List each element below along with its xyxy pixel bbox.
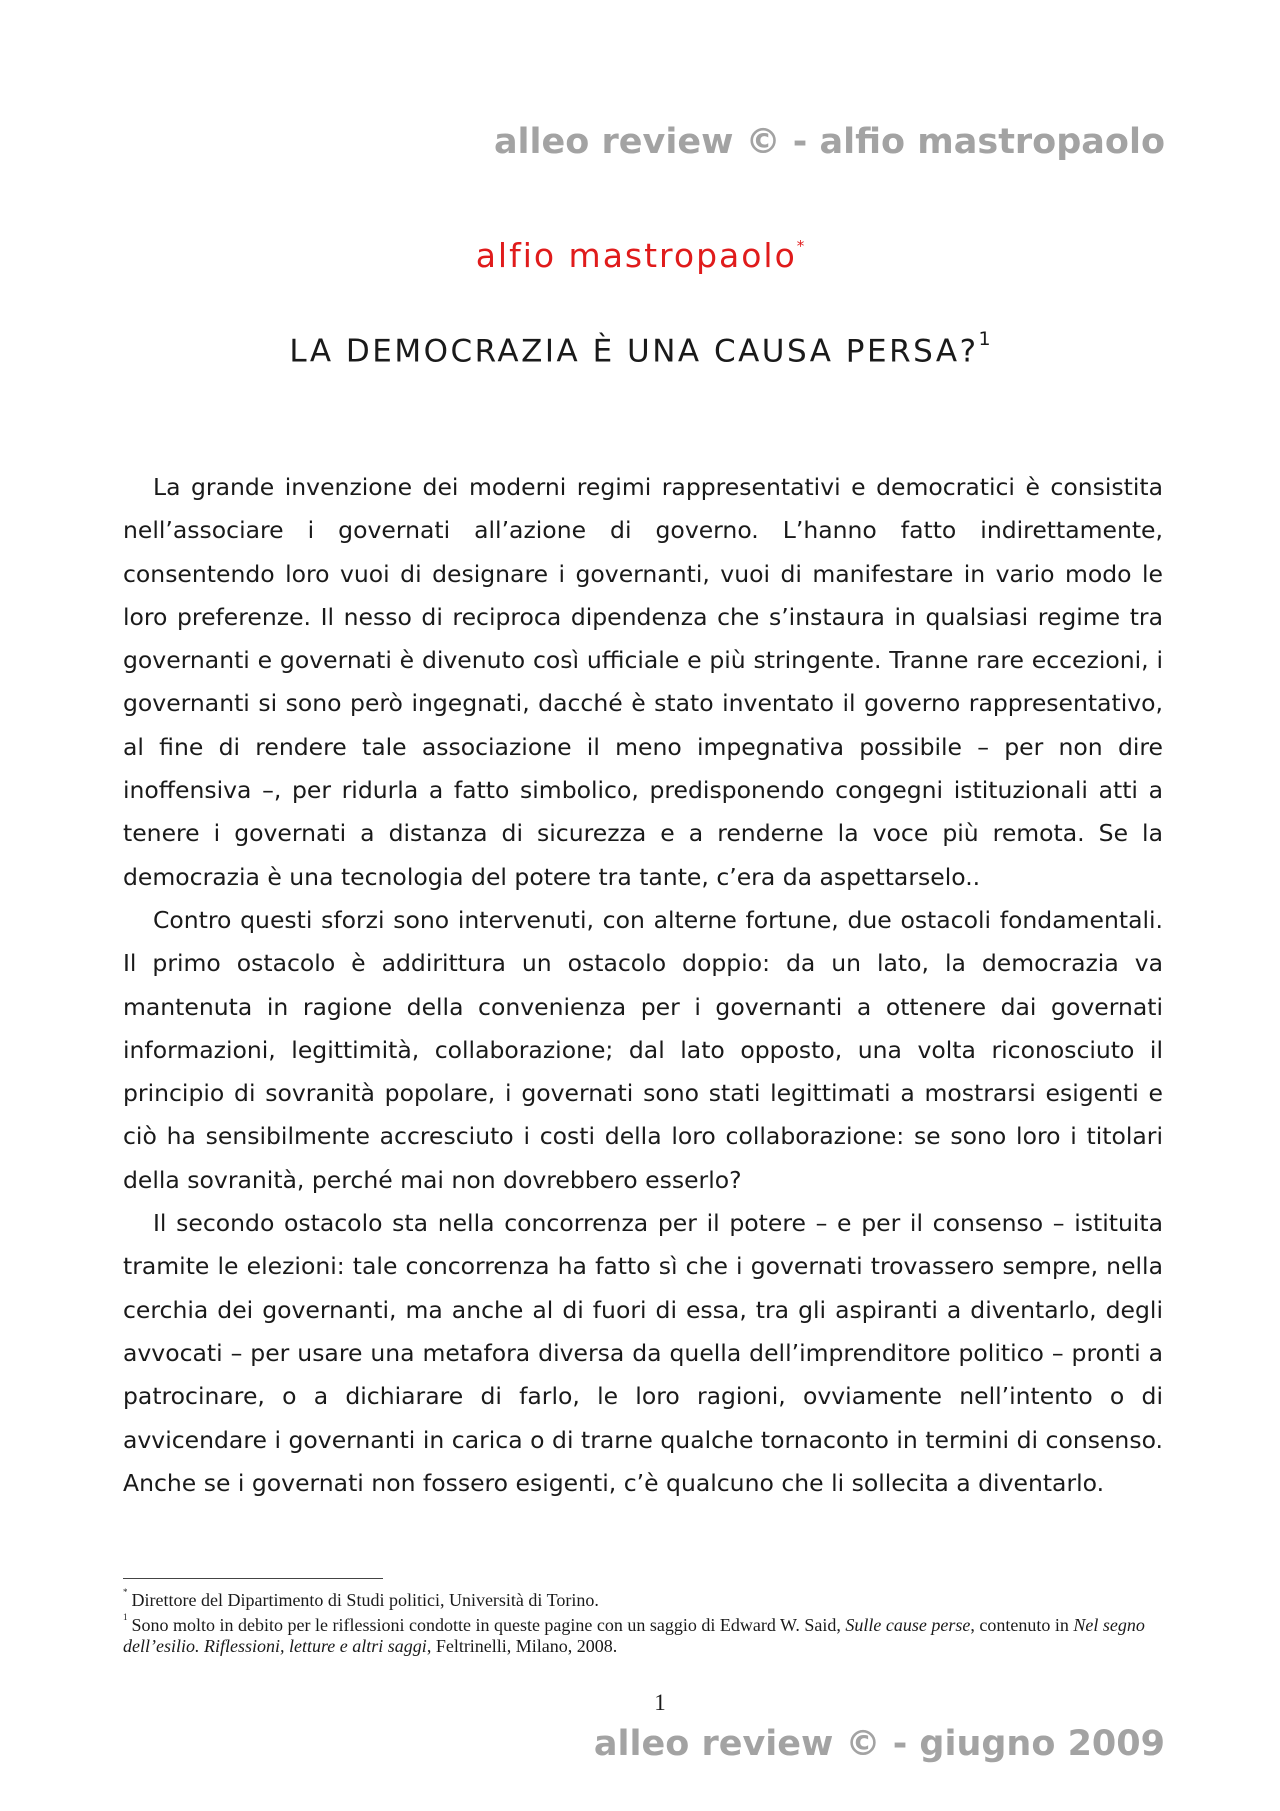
paragraph-1: La grande invenzione dei moderni regimi rappresentativi e democratici è consistita nell’associare i governati all’azione di governo. L’hanno fatto indirettamente, consentendo loro vuoi di designare i governanti, vuoi di manifestare in vario modo le loro preferenze. Il nesso di reciproca dipendenza che s’instaura in qualsiasi regime tra governanti e governati è divenuto così ufficiale e più stringente. Tranne rare eccezioni, i governanti si sono però ingegnati, dacché è stato inventato il governo rappresentativo, al fine di rendere tale associazione il meno impegnativa possibile – per non dire inoffensiva –, per ridurla a fatto simbolico, predisponendo congegni istituzionali atti a tenere i governati a distanza di sicurezza e a renderne la voce più remota. Se la democrazia è una tecnologia del potere tra tante, c’era da aspettarselo..: [123, 473, 1163, 891]
title-footnote-mark: 1: [978, 328, 991, 350]
footnotes: [123, 1586, 1168, 1657]
footnote-1-text: Direttore del Dipartimento di Studi politici, Università di Torino.: [131, 1590, 599, 1610]
article-title-text: LA DEMOCRAZIA È UNA CAUSA PERSA?: [289, 333, 979, 370]
article-body: [123, 466, 1163, 1505]
author-text: alfio mastropaolo: [475, 236, 797, 275]
footnote-1-mark: *: [123, 1587, 128, 1597]
author-footnote-mark: *: [796, 237, 805, 255]
footnote-2-mark: 1: [123, 1612, 128, 1622]
footnote-2-italic-a: Sulle cause perse: [845, 1615, 971, 1635]
paragraph-3: Il secondo ostacolo sta nella concorrenza per il potere – e per il consenso – istituita tramite le elezioni: tale concorrenza ha fatto sì che i governati trovassero sempre, nella cerchia dei governanti, ma anche al di fuori di essa, tra gli aspiranti a diventarlo, degli avvocati – per usare una metafora diversa da quella dell’imprenditore politico – pronti a patrocinare, o a dichiarare di farlo, le loro ragioni, ovviamente nell’intento o di avvicendare i governanti in carica o di trarne qualche tornaconto in termini di consenso. Anche se i governati non fossero esigenti, c’è qualcuno che li sollecita a diventarlo.: [123, 1209, 1163, 1497]
page-number: 1: [654, 1690, 666, 1715]
footnote-2: [123, 1611, 1168, 1657]
footnote-1: [123, 1586, 1168, 1611]
paragraph-2: Contro questi sforzi sono intervenuti, con alterne fortune, due ostacoli fondamentali. Il primo ostacolo è addirittura un ostacolo doppio: da un lato, la democrazia va mantenuta in ragione della convenienza per i governanti a ottenere dai governati informazioni, legittimità, collaborazione; dal lato opposto, una volta riconosciuto il principio di sovranità popolare, i governati sono stati legittimati a mostrarsi esigenti e ciò ha sensibilmente accresciuto i costi della loro collaborazione: se sono loro i titolari della sovranità, perché mai non dovrebbero esserlo?: [123, 905, 1163, 1194]
footnote-divider: [123, 1578, 383, 1579]
footnote-2-text-c: , Feltrinelli, Milano, 2008.: [426, 1636, 618, 1656]
footer-brand: alleo review © - giugno 2009: [593, 1724, 1165, 1764]
footnote-2-text-b: , contenuto in: [970, 1615, 1074, 1635]
header-brand: alleo review © - alfio mastropaolo: [493, 122, 1165, 162]
footnote-2-text-a: Sono molto in debito per le riflessioni condotte in queste pagine con un saggio di Edward W. Said,: [131, 1615, 846, 1635]
footnote-2-italic-b: Nel segno dell’esilio. Riflessioni, letture e altri saggi: [123, 1615, 1145, 1656]
article-title: [0, 328, 1280, 370]
author-name: [0, 236, 1280, 275]
